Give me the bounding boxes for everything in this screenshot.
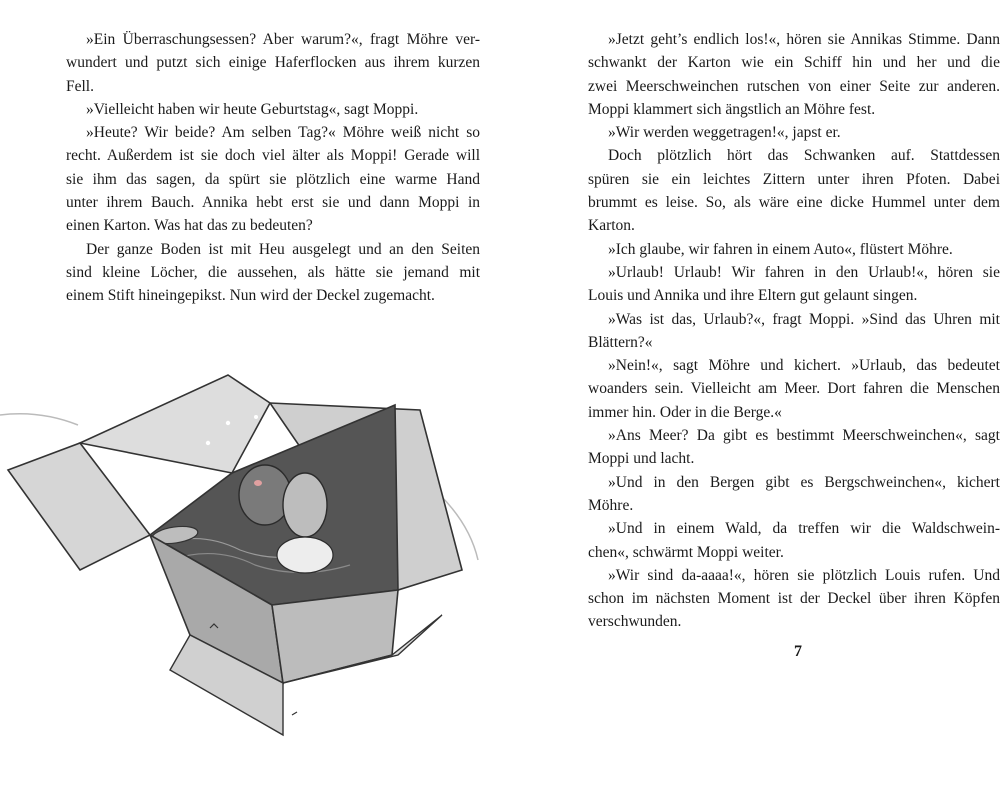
guinea-pig-moppi bbox=[239, 465, 291, 525]
paragraph bbox=[66, 238, 480, 308]
box-hole bbox=[206, 441, 210, 445]
text-line: Fell. bbox=[66, 77, 94, 95]
guinea-pig-moehre bbox=[283, 473, 327, 537]
text-line: schwankt der Karton wie ein Schiff hin und her und die bbox=[588, 54, 1000, 72]
text-line: verschwunden. bbox=[588, 613, 682, 631]
text-line: chen«, schwärmt Moppi weiter. bbox=[588, 543, 784, 561]
text-line: sind kleine Löcher, die aussehen, als hätte sie jemand mit bbox=[66, 263, 480, 281]
text-line: Karton. bbox=[588, 217, 635, 235]
text-line: einem Stift hineingepikst. Nun wird der Deckel zugemacht. bbox=[66, 287, 435, 305]
paragraph bbox=[588, 471, 1000, 518]
text-line: Moppi klammert sich ängstlich an Möhre fest. bbox=[588, 100, 876, 118]
cheek bbox=[254, 480, 262, 486]
text-line: schon im nächsten Moment ist der Deckel über ihren Köpfen bbox=[588, 590, 1000, 608]
text-line: »Was ist das, Urlaub?«, fragt Moppi. »Sind das Uhren mit bbox=[608, 310, 1000, 328]
text-line: »Und in den Bergen gibt es Bergschweinchen«, kichert bbox=[608, 473, 1000, 491]
paragraph bbox=[588, 564, 1000, 634]
text-line: Louis und Annika und ihre Eltern gut gelaunt singen. bbox=[588, 287, 918, 305]
paragraph bbox=[588, 261, 1000, 308]
text-line: woanders sein. Vielleicht am Meer. Dort fahren die Menschen bbox=[588, 380, 1000, 398]
text-line: »Urlaub! Urlaub! Wir fahren in den Urlaub!«, hören sie bbox=[608, 263, 1000, 281]
text-line: »Nein!«, sagt Möhre und kichert. »Urlaub, das bedeutet bbox=[608, 357, 1000, 375]
paragraph bbox=[588, 238, 1000, 261]
paragraph bbox=[588, 354, 1000, 424]
text-line: zwei Meerschweinchen rutschen von einer Seite zur anderen. bbox=[588, 77, 1000, 95]
text-line: Möhre. bbox=[588, 496, 634, 514]
left-page-text bbox=[66, 28, 480, 308]
box-hole bbox=[154, 463, 158, 467]
text-line: »Vielleicht haben wir heute Geburtstag«, sagt Moppi. bbox=[86, 100, 419, 118]
box-flap-back bbox=[80, 375, 270, 473]
paragraph bbox=[66, 98, 480, 121]
text-line: »Heute? Wir beide? Am selben Tag?« Möhre weiß nicht so bbox=[86, 124, 480, 142]
text-line: Blättern?« bbox=[588, 333, 653, 351]
box-hole bbox=[254, 415, 258, 419]
text-line: sie ihm das sagen, da spürt sie plötzlich eine warme Hand bbox=[66, 170, 480, 188]
paragraph bbox=[66, 28, 480, 98]
box-marking bbox=[292, 712, 297, 715]
paragraph bbox=[588, 517, 1000, 564]
paragraph bbox=[588, 121, 1000, 144]
motion-line bbox=[0, 414, 78, 425]
paragraph bbox=[588, 424, 1000, 471]
text-line: »Jetzt geht’s endlich los!«, hören sie Annikas Stimme. Dann bbox=[608, 31, 1000, 48]
paragraph bbox=[588, 28, 1000, 121]
text-line: »Ich glaube, wir fahren in einem Auto«, flüstert Möhre. bbox=[608, 240, 953, 258]
text-line: unter ihrem Bauch. Annika hebt erst sie und dann Moppi in bbox=[66, 194, 480, 212]
box-flap-left bbox=[8, 443, 150, 570]
text-line: recht. Außerdem ist sie doch viel älter als Moppi! Gerade will bbox=[66, 147, 480, 165]
text-line: brummt es leise. So, als wäre eine dicke Hummel unter dem bbox=[588, 194, 1000, 212]
page-number: 7 bbox=[794, 643, 802, 660]
paragraph bbox=[588, 308, 1000, 355]
paragraph bbox=[66, 121, 480, 237]
text-line: »Wir werden weggetragen!«, japst er. bbox=[608, 124, 841, 142]
box-hole bbox=[226, 421, 230, 425]
box-illustration bbox=[0, 355, 500, 775]
right-page-text bbox=[588, 28, 1000, 634]
text-line: »Ein Überraschungsessen? Aber warum?«, fragt Möhre ver- bbox=[86, 31, 480, 48]
text-line: »Ans Meer? Da gibt es bestimmt Meerschweinchen«, sagt bbox=[608, 427, 1000, 445]
paragraph bbox=[588, 144, 1000, 237]
guinea-pig-belly bbox=[277, 537, 333, 573]
right-page bbox=[500, 0, 1000, 800]
text-line: einen Karton. Was hat das zu bedeuten? bbox=[66, 217, 313, 235]
text-line: »Und in einem Wald, da treffen wir die Waldschwein- bbox=[608, 520, 1000, 538]
text-line: »Wir sind da-aaaa!«, hören sie plötzlich Louis rufen. Und bbox=[608, 566, 1000, 584]
text-line: wundert und putzt sich einige Haferflocken aus ihrem kurzen bbox=[66, 54, 480, 72]
text-line: Der ganze Boden ist mit Heu ausgelegt und an den Seiten bbox=[86, 240, 480, 258]
text-line: Moppi und lacht. bbox=[588, 450, 695, 468]
text-line: spüren sie ein leichtes Zittern unter ihren Pfoten. Dabei bbox=[588, 170, 1000, 188]
text-line: immer hin. Oder in die Berge.« bbox=[588, 403, 782, 421]
text-line: Doch plötzlich hört das Schwanken auf. Stattdessen bbox=[608, 147, 1000, 165]
